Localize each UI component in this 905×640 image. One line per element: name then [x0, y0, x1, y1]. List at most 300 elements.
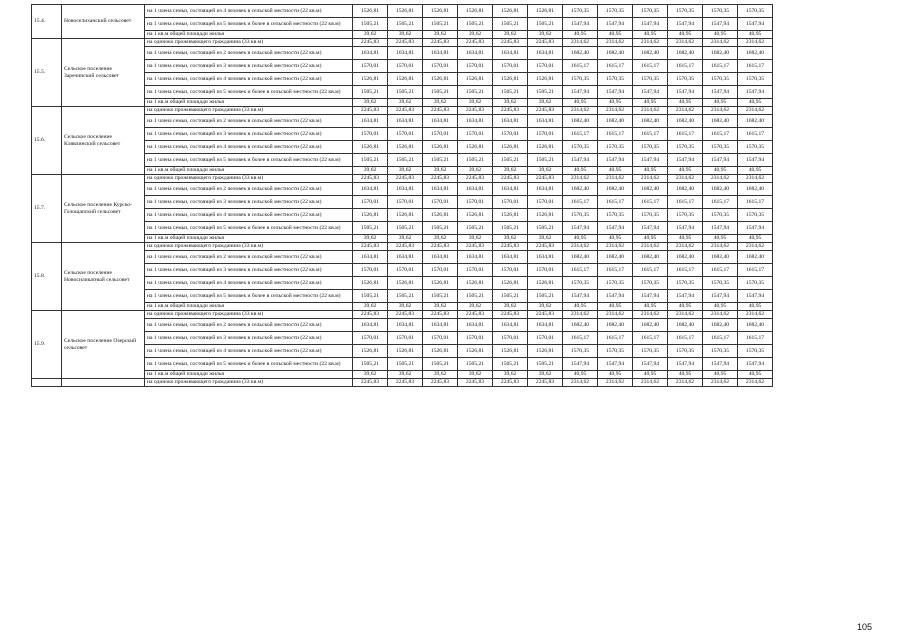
value-cell: 1570,01: [423, 128, 458, 141]
value-cell: 39,62: [353, 235, 388, 243]
value-cell: 2245,83: [493, 39, 528, 47]
value-cell: 1547,94: [633, 86, 668, 99]
value-cell: 39,62: [493, 167, 528, 175]
value-cell: 1570,35: [633, 73, 668, 86]
value-cell: 1505,21: [353, 18, 388, 31]
table-row: [32, 311, 773, 319]
value-cell: 2314,62: [703, 243, 738, 251]
value-cell: 1547,94: [633, 154, 668, 167]
value-cell: 1570,01: [493, 128, 528, 141]
value-cell: 1505,21: [493, 290, 528, 303]
value-cell: 2314,62: [633, 107, 668, 115]
value-cell: 1526,81: [528, 277, 563, 290]
value-cell: 1682,40: [598, 319, 633, 332]
value-cell: 1526,81: [423, 209, 458, 222]
value-cell: 1505,21: [528, 358, 563, 371]
value-cell: 1547,94: [598, 18, 633, 31]
value-cell: 40,95: [598, 371, 633, 379]
section-number: [32, 379, 62, 387]
value-cell: 1570,35: [738, 277, 773, 290]
value-cell: 1682,40: [563, 251, 598, 264]
value-cell: 2314,62: [563, 311, 598, 319]
value-cell: 1615,17: [563, 196, 598, 209]
norm-description: на 1 члена семьи, состоящей из 5 человек и более в сельской местности (22 кв.м): [145, 290, 353, 303]
value-cell: 1634,81: [493, 319, 528, 332]
value-cell: 1615,17: [633, 60, 668, 73]
value-cell: 1615,17: [738, 196, 773, 209]
table-row: [32, 107, 773, 115]
value-cell: 39,62: [388, 99, 423, 107]
value-cell: 1615,17: [598, 60, 633, 73]
value-cell: 1570,01: [388, 60, 423, 73]
value-cell: 1682,40: [633, 183, 668, 196]
value-cell: 1634,81: [528, 319, 563, 332]
value-cell: 1526,81: [493, 209, 528, 222]
tariff-table-page: [31, 4, 773, 387]
value-cell: 39,62: [353, 31, 388, 39]
value-cell: 1682,40: [633, 115, 668, 128]
value-cell: 1682,40: [668, 251, 703, 264]
value-cell: 1682,40: [703, 183, 738, 196]
value-cell: 1634,81: [423, 319, 458, 332]
value-cell: 39,62: [388, 371, 423, 379]
value-cell: 1526,81: [423, 73, 458, 86]
value-cell: 1570,01: [353, 196, 388, 209]
table-row: [32, 243, 773, 251]
value-cell: 2314,62: [598, 311, 633, 319]
value-cell: 2245,83: [388, 243, 423, 251]
value-cell: 1615,17: [738, 332, 773, 345]
value-cell: 1505,21: [388, 86, 423, 99]
value-cell: 1570,35: [703, 209, 738, 222]
value-cell: 1615,17: [738, 60, 773, 73]
norm-description: на 1 члена семьи, состоящей из 3 человек в сельской местности (22 кв.м): [145, 332, 353, 345]
value-cell: 2314,62: [563, 379, 598, 387]
value-cell: 1615,17: [563, 264, 598, 277]
value-cell: 2245,83: [458, 39, 493, 47]
value-cell: 40,95: [668, 167, 703, 175]
value-cell: 1547,94: [668, 18, 703, 31]
value-cell: 2245,83: [528, 107, 563, 115]
value-cell: 1505,21: [528, 18, 563, 31]
value-cell: 2245,83: [458, 175, 493, 183]
value-cell: 1526,81: [458, 5, 493, 18]
value-cell: 39,62: [388, 31, 423, 39]
value-cell: 1570,35: [703, 141, 738, 154]
value-cell: 1570,01: [388, 332, 423, 345]
value-cell: 2314,62: [738, 175, 773, 183]
value-cell: 1547,94: [703, 18, 738, 31]
value-cell: 2245,83: [493, 311, 528, 319]
norm-description: на 1 члена семьи, состоящей из 5 человек и более в сельской местности (22 кв.м): [145, 222, 353, 235]
value-cell: 1570,35: [598, 73, 633, 86]
value-cell: 1570,01: [528, 128, 563, 141]
value-cell: 2245,83: [388, 39, 423, 47]
value-cell: 1570,35: [633, 277, 668, 290]
value-cell: 1505,21: [353, 86, 388, 99]
value-cell: 1570,01: [353, 60, 388, 73]
value-cell: 1526,81: [353, 209, 388, 222]
settlement-name: Сельское поселение Клявлинский сельсовет: [62, 107, 145, 175]
value-cell: 2314,62: [668, 107, 703, 115]
value-cell: 2245,83: [493, 379, 528, 387]
value-cell: 2245,83: [353, 311, 388, 319]
value-cell: 39,62: [388, 167, 423, 175]
norm-description: на 1 члена семьи, состоящей из 3 человек в сельской местности (22 кв.м): [145, 264, 353, 277]
value-cell: 1505,21: [493, 18, 528, 31]
value-cell: 1682,40: [668, 47, 703, 60]
value-cell: 1505,21: [388, 358, 423, 371]
value-cell: 39,62: [493, 99, 528, 107]
norm-description: на 1 члена семьи, состоящей из 5 человек и более в сельской местности (22 кв.м): [145, 358, 353, 371]
value-cell: 39,62: [528, 167, 563, 175]
value-cell: 1634,81: [458, 251, 493, 264]
value-cell: 1570,01: [528, 264, 563, 277]
value-cell: 1570,01: [493, 60, 528, 73]
page-number: 105: [857, 622, 873, 632]
value-cell: 1526,81: [458, 277, 493, 290]
value-cell: 1682,40: [738, 251, 773, 264]
value-cell: 1547,94: [563, 154, 598, 167]
value-cell: 40,95: [563, 167, 598, 175]
value-cell: 1526,81: [458, 73, 493, 86]
value-cell: 1634,81: [423, 251, 458, 264]
value-cell: 1634,81: [528, 47, 563, 60]
value-cell: 2314,62: [563, 107, 598, 115]
value-cell: 1547,94: [563, 222, 598, 235]
norm-description: на 1 кв.м общей площади жилья: [145, 31, 353, 39]
value-cell: 1526,81: [353, 141, 388, 154]
value-cell: 1682,40: [563, 319, 598, 332]
value-cell: 2245,83: [493, 175, 528, 183]
value-cell: 1526,81: [458, 141, 493, 154]
value-cell: 2245,83: [423, 39, 458, 47]
value-cell: 1682,40: [703, 319, 738, 332]
value-cell: 1505,21: [388, 154, 423, 167]
value-cell: 2314,62: [633, 175, 668, 183]
table-row: [32, 5, 773, 18]
value-cell: 1634,81: [528, 115, 563, 128]
value-cell: 40,95: [703, 31, 738, 39]
value-cell: 2314,62: [598, 243, 633, 251]
norm-description: на 1 члена семьи, состоящей из 2 человек в сельской местности (22 кв.м): [145, 183, 353, 196]
value-cell: 39,62: [423, 167, 458, 175]
value-cell: 40,95: [738, 99, 773, 107]
value-cell: 2245,83: [493, 107, 528, 115]
value-cell: 1505,21: [458, 154, 493, 167]
value-cell: 1547,94: [598, 358, 633, 371]
value-cell: 1505,21: [423, 154, 458, 167]
value-cell: 1570,35: [633, 141, 668, 154]
value-cell: 40,95: [738, 303, 773, 311]
value-cell: 1570,01: [528, 60, 563, 73]
value-cell: 1570,01: [458, 264, 493, 277]
norm-description: на 1 члена семьи, состоящей из 4 человек в сельской местности (22 кв.м): [145, 345, 353, 358]
value-cell: 1526,81: [353, 277, 388, 290]
value-cell: 2314,62: [668, 175, 703, 183]
value-cell: 40,95: [703, 371, 738, 379]
value-cell: 1547,94: [738, 358, 773, 371]
value-cell: 1634,81: [423, 183, 458, 196]
value-cell: 1615,17: [703, 332, 738, 345]
value-cell: 1570,01: [423, 60, 458, 73]
value-cell: 1634,81: [423, 47, 458, 60]
value-cell: 2314,62: [563, 175, 598, 183]
value-cell: 1570,35: [703, 277, 738, 290]
value-cell: 1505,21: [353, 290, 388, 303]
value-cell: 1526,81: [353, 5, 388, 18]
value-cell: 2245,83: [458, 243, 493, 251]
value-cell: 1505,21: [458, 222, 493, 235]
value-cell: 1634,81: [493, 115, 528, 128]
value-cell: 1682,40: [703, 115, 738, 128]
settlement-name: Сельское поселение Озерский сельсовет: [62, 311, 145, 379]
value-cell: 1570,35: [738, 5, 773, 18]
value-cell: 1570,01: [388, 128, 423, 141]
value-cell: 1547,94: [703, 154, 738, 167]
value-cell: 1570,01: [423, 196, 458, 209]
value-cell: 1505,21: [458, 18, 493, 31]
value-cell: 1570,35: [738, 209, 773, 222]
value-cell: 39,62: [528, 371, 563, 379]
value-cell: 40,95: [563, 303, 598, 311]
value-cell: 1634,81: [388, 183, 423, 196]
value-cell: 1547,94: [598, 86, 633, 99]
value-cell: 2314,62: [738, 311, 773, 319]
value-cell: 39,62: [423, 99, 458, 107]
value-cell: 39,62: [458, 167, 493, 175]
value-cell: 1615,17: [668, 264, 703, 277]
value-cell: 1570,35: [668, 5, 703, 18]
value-cell: 1682,40: [668, 319, 703, 332]
value-cell: 1526,81: [423, 5, 458, 18]
value-cell: 1570,35: [668, 209, 703, 222]
value-cell: 1526,81: [528, 5, 563, 18]
value-cell: 1570,35: [563, 209, 598, 222]
value-cell: 40,95: [598, 235, 633, 243]
value-cell: 1526,81: [423, 141, 458, 154]
norm-description: на одиноко проживающего гражданина (33 кв.м): [145, 243, 353, 251]
value-cell: 39,62: [493, 303, 528, 311]
value-cell: 39,62: [528, 31, 563, 39]
value-cell: 1526,81: [388, 209, 423, 222]
value-cell: 1570,35: [598, 209, 633, 222]
value-cell: 1570,35: [738, 141, 773, 154]
value-cell: 1634,81: [458, 115, 493, 128]
value-cell: 1547,94: [703, 358, 738, 371]
value-cell: 40,95: [563, 99, 598, 107]
value-cell: 1634,81: [353, 251, 388, 264]
value-cell: 40,95: [668, 371, 703, 379]
value-cell: 40,95: [703, 235, 738, 243]
value-cell: 40,95: [598, 99, 633, 107]
value-cell: 1615,17: [563, 332, 598, 345]
value-cell: 1615,17: [598, 128, 633, 141]
value-cell: 2314,62: [598, 107, 633, 115]
value-cell: 1570,35: [598, 345, 633, 358]
norm-description: на 1 члена семьи, состоящей из 4 человек в сельской местности (22 кв.м): [145, 277, 353, 290]
value-cell: 1634,81: [493, 251, 528, 264]
value-cell: 39,62: [528, 303, 563, 311]
value-cell: 1547,94: [703, 290, 738, 303]
value-cell: 1547,94: [633, 358, 668, 371]
value-cell: 39,62: [458, 371, 493, 379]
value-cell: 1634,81: [458, 183, 493, 196]
value-cell: 1526,81: [423, 277, 458, 290]
value-cell: 1570,35: [633, 345, 668, 358]
value-cell: 2245,83: [528, 243, 563, 251]
value-cell: 40,95: [633, 235, 668, 243]
value-cell: 1570,01: [493, 332, 528, 345]
value-cell: 2314,62: [703, 107, 738, 115]
value-cell: 1505,21: [493, 358, 528, 371]
value-cell: 1547,94: [738, 18, 773, 31]
norm-description: на 1 кв.м общей площади жилья: [145, 167, 353, 175]
value-cell: 1526,81: [493, 5, 528, 18]
value-cell: 1570,35: [668, 345, 703, 358]
value-cell: 2245,83: [353, 175, 388, 183]
norm-description: на 1 члена семьи, состоящей из 5 человек и более в сельской местности (22 кв.м): [145, 154, 353, 167]
value-cell: 40,95: [563, 371, 598, 379]
value-cell: 1570,01: [458, 332, 493, 345]
value-cell: 1505,21: [388, 18, 423, 31]
value-cell: 2314,62: [563, 243, 598, 251]
value-cell: 2314,62: [668, 39, 703, 47]
value-cell: 39,62: [353, 167, 388, 175]
housing-cost-table: [31, 4, 773, 387]
section-number: 15.4.: [32, 5, 62, 39]
value-cell: 1547,94: [633, 290, 668, 303]
settlement-name: Новоселиханский сельсовет: [62, 5, 145, 39]
settlement-name: Сельское поселение Заречинский сельсовет: [62, 39, 145, 107]
value-cell: 40,95: [738, 371, 773, 379]
value-cell: 1634,81: [493, 47, 528, 60]
value-cell: 1547,94: [668, 358, 703, 371]
norm-description: на 1 члена семьи, состоящей из 2 человек в сельской местности (22 кв.м): [145, 319, 353, 332]
value-cell: 1570,35: [703, 345, 738, 358]
value-cell: 1570,01: [353, 332, 388, 345]
value-cell: 1526,81: [458, 209, 493, 222]
value-cell: 1570,01: [458, 128, 493, 141]
value-cell: 2314,62: [633, 311, 668, 319]
norm-description: на 1 члена семьи, состоящей из 2 человек в сельской местности (22 кв.м): [145, 251, 353, 264]
settlement-name: [62, 379, 145, 387]
value-cell: 1526,81: [493, 73, 528, 86]
value-cell: 1682,40: [738, 115, 773, 128]
value-cell: 1682,40: [738, 183, 773, 196]
value-cell: 1615,17: [633, 332, 668, 345]
value-cell: 1570,35: [563, 277, 598, 290]
value-cell: 40,95: [738, 235, 773, 243]
value-cell: 1682,40: [738, 319, 773, 332]
value-cell: 1505,21: [528, 290, 563, 303]
value-cell: 1505,21: [528, 86, 563, 99]
value-cell: 1505,21: [423, 86, 458, 99]
value-cell: 1547,94: [738, 154, 773, 167]
value-cell: 40,95: [563, 235, 598, 243]
value-cell: 1570,35: [703, 73, 738, 86]
value-cell: 1526,81: [388, 73, 423, 86]
value-cell: 1615,17: [703, 264, 738, 277]
value-cell: 1505,21: [388, 222, 423, 235]
value-cell: 1682,40: [633, 319, 668, 332]
value-cell: 1547,94: [563, 290, 598, 303]
value-cell: 1505,21: [423, 358, 458, 371]
value-cell: 1682,40: [598, 115, 633, 128]
value-cell: 1570,01: [493, 196, 528, 209]
value-cell: 1547,94: [563, 358, 598, 371]
value-cell: 1570,35: [598, 141, 633, 154]
value-cell: 1570,35: [563, 141, 598, 154]
value-cell: 1505,21: [493, 222, 528, 235]
value-cell: 2245,83: [353, 107, 388, 115]
table-row: [32, 379, 773, 387]
value-cell: 1682,40: [563, 183, 598, 196]
value-cell: 2314,62: [738, 107, 773, 115]
value-cell: 1634,81: [388, 115, 423, 128]
value-cell: 2314,62: [633, 379, 668, 387]
value-cell: 1526,81: [528, 141, 563, 154]
value-cell: 1547,94: [703, 222, 738, 235]
norm-description: на 1 члена семьи, состоящей из 3 человек в сельской местности (22 кв.м): [145, 196, 353, 209]
value-cell: 2245,83: [528, 379, 563, 387]
value-cell: 2245,83: [353, 379, 388, 387]
value-cell: 39,62: [528, 99, 563, 107]
value-cell: 1547,94: [633, 18, 668, 31]
value-cell: 1505,21: [458, 358, 493, 371]
value-cell: 1682,40: [598, 183, 633, 196]
value-cell: 1615,17: [563, 128, 598, 141]
value-cell: 2314,62: [738, 39, 773, 47]
value-cell: 1570,35: [633, 5, 668, 18]
value-cell: 1682,40: [738, 47, 773, 60]
value-cell: 1505,21: [388, 290, 423, 303]
value-cell: 1526,81: [528, 73, 563, 86]
value-cell: 2245,83: [493, 243, 528, 251]
value-cell: 39,62: [423, 235, 458, 243]
value-cell: 1547,94: [668, 154, 703, 167]
value-cell: 1526,81: [388, 277, 423, 290]
value-cell: 1682,40: [598, 47, 633, 60]
value-cell: 1547,94: [738, 222, 773, 235]
value-cell: 1547,94: [703, 86, 738, 99]
value-cell: 1526,81: [458, 345, 493, 358]
norm-description: на 1 члена семьи, состоящей из 2 человек в сельской местности (22 кв.м): [145, 115, 353, 128]
norm-description: на 1 кв.м общей площади жилья: [145, 371, 353, 379]
value-cell: 1615,17: [633, 264, 668, 277]
value-cell: 40,95: [633, 99, 668, 107]
value-cell: 2314,62: [738, 379, 773, 387]
value-cell: 1570,35: [703, 5, 738, 18]
value-cell: 2245,83: [423, 379, 458, 387]
settlement-name: Сельское поселение Курско-Голощапский сельсовет: [62, 175, 145, 243]
norm-description: на 1 члена семьи, состоящей из 4 человек в сельской местности (22 кв.м): [145, 141, 353, 154]
value-cell: 1634,81: [528, 183, 563, 196]
norm-description: на 1 члена семьи, состоящей из 4 человек в сельской местности (22 кв.м): [145, 5, 353, 18]
value-cell: 1547,94: [598, 222, 633, 235]
value-cell: 39,62: [423, 31, 458, 39]
value-cell: 39,62: [423, 303, 458, 311]
value-cell: 39,62: [528, 235, 563, 243]
value-cell: 2245,83: [353, 39, 388, 47]
value-cell: 1682,40: [668, 183, 703, 196]
value-cell: 40,95: [633, 371, 668, 379]
value-cell: 1615,17: [703, 128, 738, 141]
value-cell: 2245,83: [388, 175, 423, 183]
value-cell: 40,95: [598, 303, 633, 311]
value-cell: 1547,94: [668, 290, 703, 303]
value-cell: 1526,81: [493, 141, 528, 154]
